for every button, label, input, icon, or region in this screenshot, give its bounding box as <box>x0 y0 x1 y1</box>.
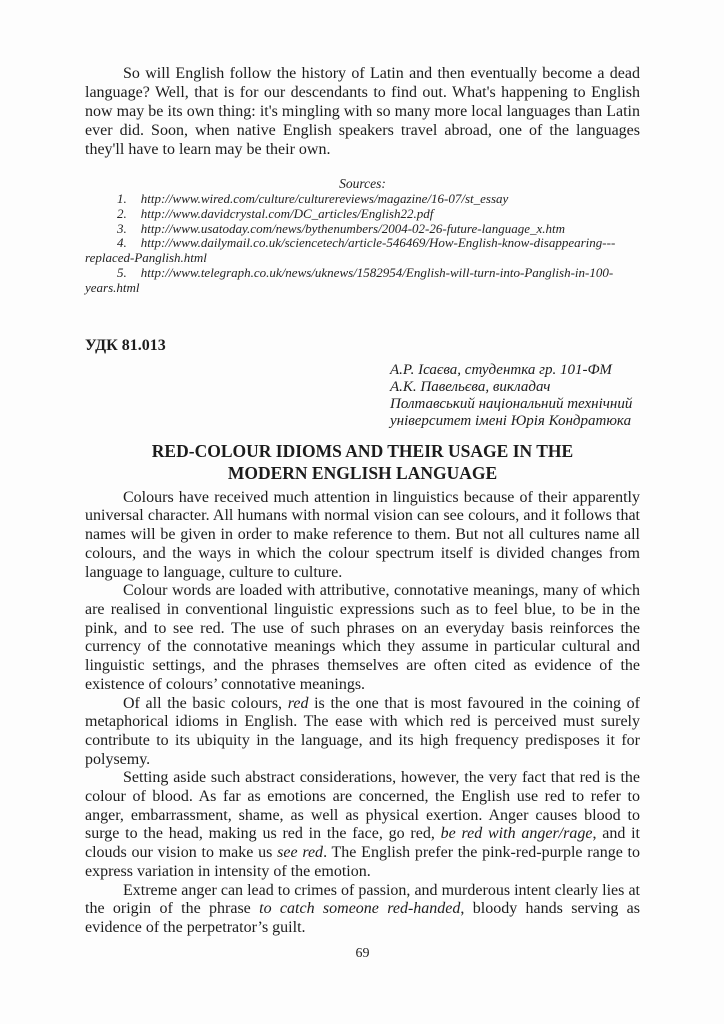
article-paragraph: Colours have received much attention in linguistics because of their apparently universal character. All humans with normal vision can see colours, and it follows that names will be given in order to make reference to them. But not all cultures name all colours, and the ways in which the colour spectrum itself is divided changes from language to language, culture to culture. <box>85 488 640 581</box>
text-run: Extreme anger can lead to crimes of passion, and murderous intent clearly lies at the origin of the phrase <box>85 881 640 918</box>
text-run: is the one that is most favoured in the coining of metaphorical idioms in English. The ease with which red is perceived must surely contribute to its ubiquity in the language, and its high frequency predisposes it for polysemy. <box>85 694 640 768</box>
author-line: А.Р. Ісаєва, студентка гр. 101-ФМ <box>390 361 612 378</box>
source-number: 4. <box>117 235 127 251</box>
affiliation-line: університет імені Юрія Кондратюка <box>390 413 632 430</box>
source-item <box>85 207 640 222</box>
source-item <box>85 192 640 207</box>
sources-section <box>85 175 640 296</box>
udc-code: УДК 81.013 <box>85 336 166 354</box>
source-number: 5. <box>117 264 127 280</box>
text-run: Setting aside such abstract considerations, however, the very fact that red is the colour of blood. As far as emotions are concerned, the English use red to refer to anger, embarrassment, shame, as well as physical exertion. Anger causes blood to surge to the head, making us red in the face, go red, <box>85 769 640 843</box>
text-run: , bloody hands serving as evidence of the perpetrator’s guilt. <box>85 900 640 936</box>
source-url: http://www.usatoday.com/news/bythenumbers/2004-02-26-future-language_x.htm <box>140 220 566 236</box>
article-paragraph <box>85 882 640 938</box>
affiliation-line: Полтавський національний технічний <box>390 396 633 413</box>
text-run: . The English prefer the pink-red-purple range to express variation in intensity of the emotion. <box>85 844 641 880</box>
source-number: 3. <box>117 220 127 236</box>
source-item <box>85 222 640 237</box>
source-url: http://www.telegraph.co.uk/news/uknews/1582954/English-will-turn-into-Panglish-in-100-years.html <box>85 264 614 295</box>
source-url: http://www.wired.com/culture/culturereviews/magazine/16-07/st_essay <box>140 191 509 206</box>
article-paragraph <box>85 769 640 881</box>
sources-heading: Sources: <box>339 176 386 191</box>
page-number: 69 <box>355 946 370 961</box>
idiom-italic: be red with anger/rage <box>440 825 593 843</box>
text-run: Of all the basic colours, <box>123 694 288 712</box>
source-number: 2. <box>117 205 127 221</box>
idiom-italic: red <box>287 694 309 712</box>
article-paragraph <box>85 695 640 770</box>
source-url: http://www.dailymail.co.uk/sciencetech/article-546469/How-English-know-disappearing---replaced-Panglish.html <box>85 235 616 266</box>
intro-paragraph: So will English follow the history of Latin and then eventually become a dead language? Well, that is for our descendants to find out. What's happening to English now may be its own thing: it's mingling with so many more local languages than Latin ever did. Soon, when native English speakers travel abroad, one of the languages they'll have to learn may be their own. <box>85 65 640 158</box>
idiom-italic: see red <box>277 844 324 862</box>
author-block <box>390 362 640 431</box>
source-url: http://www.davidcrystal.com/DC_articles/English22.pdf <box>140 205 434 221</box>
source-item <box>85 236 640 266</box>
source-number: 1. <box>117 191 127 206</box>
article-title: RED-COLOUR IDIOMS AND THEIR USAGE IN THE MODERN ENGLISH LANGUAGE <box>151 440 574 483</box>
author-line: А.К. Павельєва, викладач <box>390 378 551 395</box>
article-paragraph: Colour words are loaded with attributive, connotative meanings, many of which are realised in conventional linguistic expressions such as to feel blue, to be in the pink, and to see red. The use of such phrases on an everyday basis reinforces the currency of the connotative meanings which they assume in particular cultural and linguistic settings, and the phrases themselves are often cited as evidence of the existence of colours’ connotative meanings. <box>85 582 640 693</box>
text-run: , and it clouds our vision to make us <box>85 825 641 862</box>
idiom-italic: to catch someone red-handed <box>259 900 461 918</box>
source-item <box>85 266 640 296</box>
